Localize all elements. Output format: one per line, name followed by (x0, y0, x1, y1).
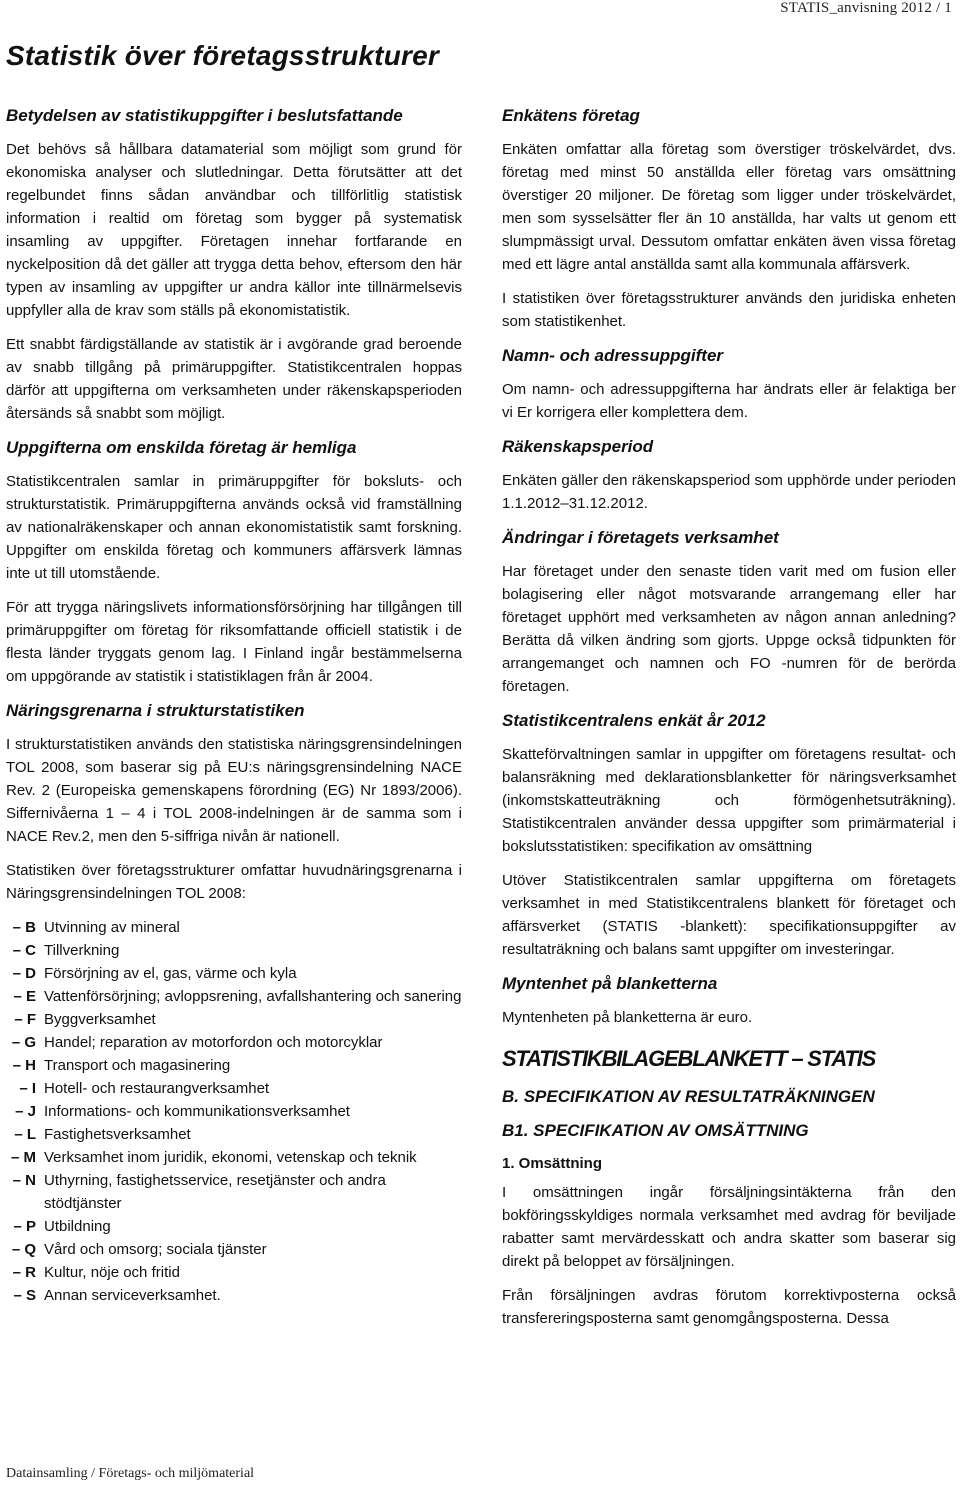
sector-item (6, 1238, 462, 1261)
sector-name: Informations- och kommunikationsverksamhet (44, 1103, 350, 1120)
paragraph: Enkäten omfattar alla företag som överstiger tröskelvärdet, dvs. företag med minst 50 anställda eller företag vars omsättning överstiger 20 miljoner. De företag som ligger under tröskelvärdet, men som sysselsätter fler än 10 anställda, har valts ut genom ett slumpmässigt urval. Dessutom omfattar enkäten även vissa företag med ett lägre antal anställda samt alla kommunala affärsverk. (502, 141, 956, 273)
sector-item (6, 962, 462, 985)
item-heading: 1. Omsättning (502, 1155, 603, 1172)
sector-item (6, 916, 462, 939)
sector-name: Verksamhet inom juridik, ekonomi, vetenskap och teknik (44, 1149, 417, 1166)
section-heading: Myntenhet på blanketterna (502, 974, 718, 993)
paragraph: För att trygga näringslivets informationsförsörjning har tillgången till primäruppgifter om företag för riksomfattande officiell statistik i de flesta länder tryggats genom lag. I Finland ingår bestämmelserna om uppgörande av statistik i statistiklagen från år 2004. (6, 599, 462, 685)
sector-code: – N (12, 1172, 36, 1189)
sector-name: Utbildning (44, 1218, 111, 1235)
sector-item (6, 1261, 462, 1284)
section-heading: Betydelsen av statistikuppgifter i beslutsfattande (6, 106, 403, 125)
sector-code: – H (12, 1057, 36, 1074)
form-title: STATISTIKBILAGEBLANKETT – STATIS (502, 1046, 876, 1071)
paragraph: Enkäten gäller den räkenskapsperiod som upphörde under perioden 1.1.2012–31.12.2012. (502, 472, 956, 512)
sector-item (6, 985, 462, 1008)
paragraph: I omsättningen ingår försäljningsintäkterna från den bokföringsskyldiges normala verksamhet med avdrag för beviljade rabatter samt mervärdesskatt och andra skatter som baserar sig direkt på beloppet av försäljningen. (502, 1184, 956, 1270)
sector-name: Kultur, nöje och fritid (44, 1264, 180, 1281)
sector-item (6, 1123, 462, 1146)
sector-code: – P (13, 1218, 36, 1235)
sector-code: – G (11, 1034, 36, 1051)
paragraph: Från försäljningen avdras förutom korrektivposterna också transfereringsposterna samt genomgångsposterna. Dessa (502, 1287, 956, 1327)
sector-name: Fastighetsverksamhet (44, 1126, 191, 1143)
paragraph: Statistiken över företagsstrukturer omfattar huvudnäringsgrenarna i Näringsgrensindelningen TOL 2008: (6, 862, 462, 902)
subsection-heading: B1. SPECIFIKATION AV OMSÄTTNING (502, 1121, 809, 1140)
sector-name: Transport och magasinering (44, 1057, 231, 1074)
paragraph: Har företaget under den senaste tiden varit med om fusion eller bolagisering eller något motsvarande arrangemang eller har företaget upphört med verksamheten av någon annan anledning? Berätta då vilken ändring som gjorts. Uppge också tidpunkten för arrangemanget och namnen och FO -numren för de berörda företagen. (502, 563, 956, 695)
sector-list (6, 916, 462, 1307)
sector-code: – F (14, 1011, 36, 1028)
sector-item (6, 1100, 462, 1123)
paragraph: Statistikcentralen samlar in primäruppgifter för boksluts- och strukturstatistik. Primäruppgifterna används också vid framställning av nationalräkenskaper och annan ekonomistatistik samt forskning. Uppgifter om enskilda företag och kommuners affärsverk lämnas inte ut till utomstående. (6, 473, 462, 582)
sector-item (6, 1054, 462, 1077)
paragraph: I statistiken över företagsstrukturer används den juridiska enheten som statistikenhet. (502, 290, 956, 330)
section-heading: Statistikcentralens enkät år 2012 (502, 711, 766, 730)
sector-code: – I (19, 1080, 36, 1097)
section-heading: Räkenskapsperiod (502, 437, 654, 456)
sector-name: Vård och omsorg; sociala tjänster (44, 1241, 267, 1258)
sector-name: Tillverkning (44, 942, 120, 959)
sector-item (6, 1146, 462, 1169)
section-heading: Näringsgrenarna i strukturstatistiken (6, 701, 305, 720)
paragraph: I strukturstatistiken används den statistiska näringsgrensindelningen TOL 2008, som baserar sig på EU:s näringsgrensindelning NACE Rev. 2 (Europeiska gemenskapens förordning (EG) Nr 1893/2006). Siffernivåerna 1 – 4 i TOL 2008-indelningen är de samma som i NACE Rev.2, men den 5-siffriga nivån är nationell. (6, 736, 462, 845)
page-title: Statistik över företagsstrukturer (6, 40, 439, 71)
sector-name: Byggverksamhet (44, 1011, 156, 1028)
subsection-heading: B. SPECIFIKATION AV RESULTATRÄKNINGEN (502, 1087, 875, 1106)
sector-name: Vattenförsörjning; avloppsrening, avfallshantering och sanering (44, 988, 462, 1005)
sector-code: – L (14, 1126, 36, 1143)
paragraph: Skatteförvaltningen samlar in uppgifter om företagens resultat- och balansräkning med deklarationsblanketter för näringsverksamhet (inkomstskatteuträkning och förmögenhetsuträkning). Statistikcentralen använder dessa uppgifter som primärmaterial i bokslutsstatistiken: specifikation av omsättning (502, 746, 956, 855)
sector-name: Handel; reparation av motorfordon och motorcyklar (44, 1034, 383, 1051)
sector-code: – R (12, 1264, 36, 1281)
sector-item (6, 1215, 462, 1238)
sector-code: – Q (11, 1241, 36, 1258)
sector-code: – J (15, 1103, 36, 1120)
document-reference: STATIS_anvisning 2012 / 1 (780, 0, 952, 16)
sector-name: Annan serviceverksamhet. (44, 1287, 221, 1304)
paragraph: Myntenheten på blanketterna är euro. (502, 1009, 753, 1026)
paragraph: Det behövs så hållbara datamaterial som möjligt som grund för ekonomiska analyser och slutledningar. Detta förutsätter att det regelbundet finns sådan användbar och tillförlitlig statistisk information i realtid om företag som bygger på systematisk insamling av uppgifter. Företagen innehar fortfarande en nyckelposition då det gäller att trygga detta behov, eftersom den här typen av insamling av uppgifter ur andra källor inte tillnärmelsevis uppfyller alla de krav som ställs på ekonomistatistik. (6, 141, 462, 319)
footer-text: Datainsamling / Företags- och miljömaterial (6, 1466, 255, 1481)
sector-item (6, 1077, 462, 1100)
sector-code: – S (13, 1287, 36, 1304)
sector-code: – E (13, 988, 36, 1005)
section-heading: Ändringar i företagets verksamhet (502, 528, 779, 547)
paragraph: Om namn- och adressuppgifterna har ändrats eller är felaktiga ber vi Er korrigera eller komplettera dem. (502, 381, 956, 421)
sector-name: Försörjning av el, gas, värme och kyla (44, 965, 297, 982)
paragraph: Utöver Statistikcentralen samlar uppgifterna om företagets verksamhet in med Statistikcentralens blankett för företaget och affärsverket (STATIS -blankett): specifikationsuppgifter av resultaträkning och balans samt uppgifter om investeringar. (502, 872, 956, 958)
paragraph: Ett snabbt färdigställande av statistik är i avgörande grad beroende av snabb tillgång på primäruppgifter. Statistikcentralen hoppas därför att uppgifterna om verksamheten under räkenskapsperioden återsänds så snabbt som möjligt. (6, 336, 462, 422)
section-heading: Enkätens företag (502, 106, 640, 125)
sector-name: Utvinning av mineral (44, 919, 180, 936)
sector-item (6, 1284, 462, 1307)
sector-code: – D (12, 965, 36, 982)
sector-code: – C (12, 942, 36, 959)
section-heading: Uppgifterna om enskilda företag är hemliga (6, 438, 357, 457)
sector-code: – M (10, 1149, 36, 1166)
sector-name: Hotell- och restaurangverksamhet (44, 1080, 270, 1097)
sector-item (6, 939, 462, 962)
sector-item (6, 1008, 462, 1031)
left-column (6, 104, 462, 1307)
sector-name: Uthyrning, fastighetsservice, resetjänster och andra stödtjänster (44, 1172, 386, 1212)
sector-item (6, 1169, 462, 1215)
sector-item (6, 1031, 462, 1054)
right-column (502, 104, 956, 1341)
sector-code: – B (12, 919, 36, 936)
section-heading: Namn- och adressuppgifter (502, 346, 724, 365)
